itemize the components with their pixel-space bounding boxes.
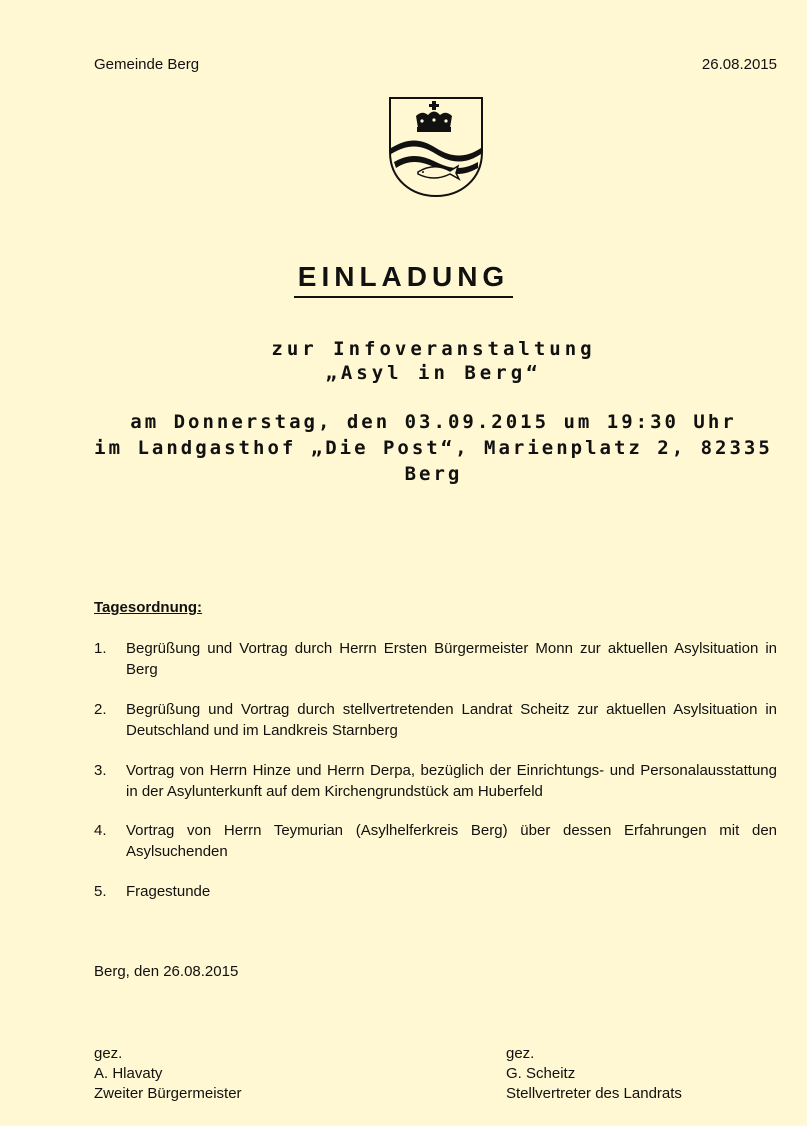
agenda-item-text: Vortrag von Herrn Hinze und Herrn Derpa, bezüglich der Einrichtungs- und Personalausstattung in der Asylunterkunft auf dem Kirchengrundstück am Huberfeld <box>126 762 777 800</box>
agenda-item <box>94 820 777 862</box>
signature-gez: gez. <box>506 1045 535 1062</box>
agenda-item <box>94 760 777 802</box>
event-date-time: am Donnerstag, den 03.09.2015 um 19:30 Uhr <box>130 411 737 433</box>
signatory-name: G. Scheitz <box>506 1065 576 1082</box>
agenda-item-text: Begrüßung und Vortrag durch stellvertretenden Landrat Scheitz zur aktuellen Asylsituation in Deutschland und im Landkreis Starnberg <box>126 701 777 739</box>
agenda-item-number: 2. <box>94 701 107 718</box>
agenda-item-text: Fragestunde <box>126 883 211 900</box>
signature-gez: gez. <box>94 1045 123 1062</box>
title-text: EINLADUNG <box>294 260 513 298</box>
signatory-role: Stellvertreter des Landrats <box>506 1085 682 1102</box>
coat-of-arms-icon <box>388 96 484 198</box>
event-details <box>90 409 777 487</box>
event-subtitle <box>90 337 777 385</box>
agenda-item <box>94 699 777 741</box>
signatory-role: Zweiter Bürgermeister <box>94 1085 242 1102</box>
municipality-label: Gemeinde Berg <box>94 56 200 73</box>
agenda-item-number: 5. <box>94 883 107 900</box>
agenda-item <box>94 638 777 680</box>
agenda-item-number: 3. <box>94 762 107 779</box>
signatory-name: A. Hlavaty <box>94 1065 163 1082</box>
agenda-item-number: 1. <box>94 640 107 657</box>
event-location-city: Berg <box>404 463 463 485</box>
agenda-item-number: 4. <box>94 822 107 839</box>
subtitle-line-1: zur Infoveranstaltung <box>271 338 596 360</box>
agenda-heading: Tagesordnung: <box>94 599 203 616</box>
signature-block-left <box>94 1044 242 1104</box>
agenda-item-text: Begrüßung und Vortrag durch Herrn Ersten Bürgermeister Monn zur aktuellen Asylsituation in Berg <box>126 640 777 678</box>
place-and-date: Berg, den 26.08.2015 <box>94 963 239 980</box>
event-location: im Landgasthof „Die Post“, Marienplatz 2, 82335 <box>94 437 773 459</box>
document-title <box>0 260 807 298</box>
agenda-item-text: Vortrag von Herrn Teymurian (Asylhelferkreis Berg) über dessen Erfahrungen mit den Asylsuchenden <box>126 822 777 860</box>
header-date: 26.08.2015 <box>701 56 777 73</box>
signature-block-right <box>506 1044 682 1104</box>
agenda-item <box>94 881 777 902</box>
subtitle-line-2: „Asyl in Berg“ <box>325 362 542 384</box>
